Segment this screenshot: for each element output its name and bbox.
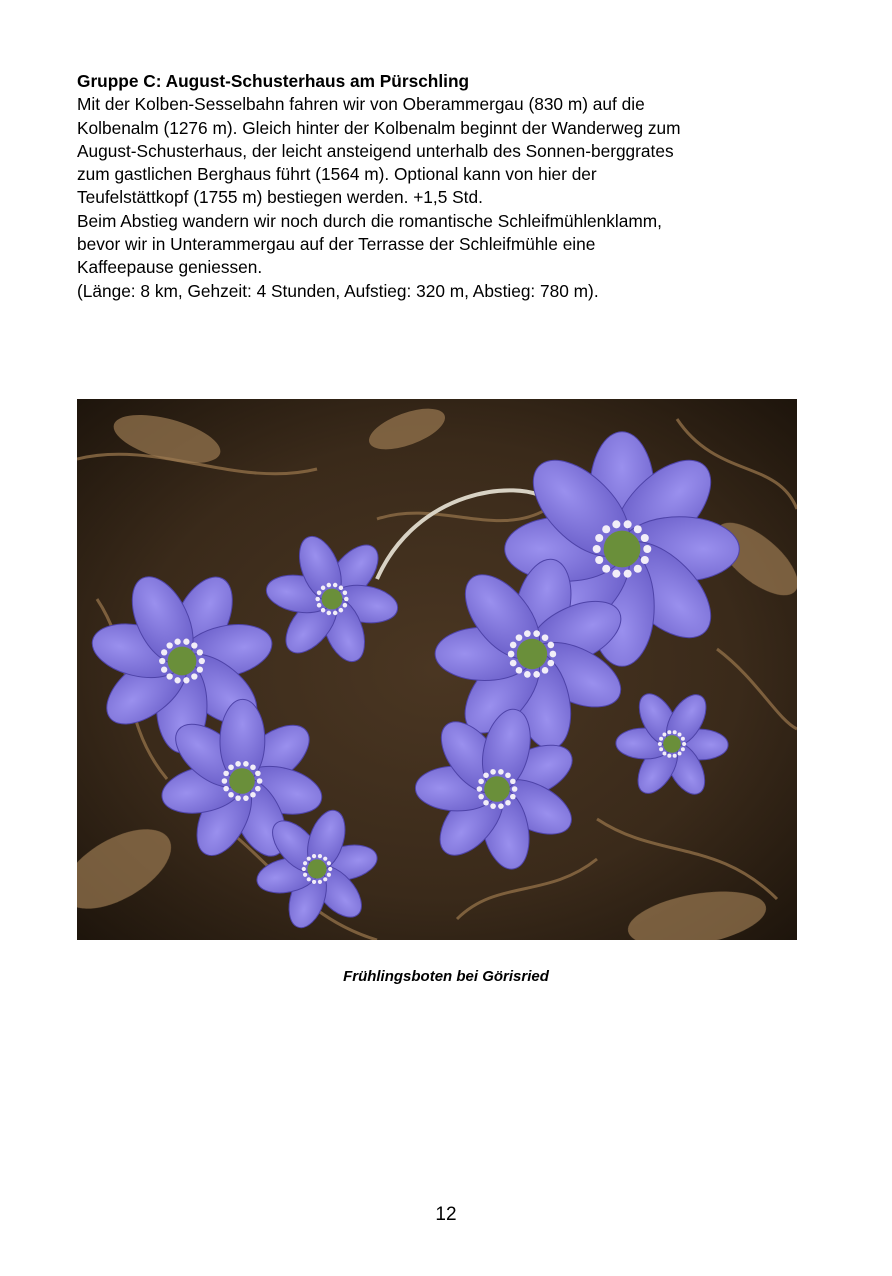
stamen: [612, 520, 620, 528]
flower-illustration: [77, 399, 797, 940]
stamen: [498, 803, 504, 809]
stamen: [516, 634, 523, 641]
stamen: [183, 639, 189, 645]
stamen: [199, 658, 205, 664]
stamen: [602, 565, 610, 573]
paragraph-line: Mit der Kolben-Sesselbahn fahren wir von Oberammergau (830 m) auf die: [77, 94, 645, 115]
stamen: [548, 660, 555, 667]
stamen: [593, 545, 601, 553]
stamen: [250, 792, 256, 798]
stamen: [595, 556, 603, 564]
stamen: [344, 597, 349, 602]
paragraph-line: August-Schusterhaus, der leicht ansteigend unterhalb des Sonnen-berggrates: [77, 140, 674, 161]
stamen: [659, 747, 663, 751]
stamen: [159, 658, 165, 664]
stamen: [673, 754, 677, 758]
flower-center: [663, 735, 681, 753]
paragraph-line: (Länge: 8 km, Gehzeit: 4 Stunden, Aufstieg: 320 m, Abstieg: 780 m).: [77, 280, 599, 301]
flower-center: [604, 531, 641, 568]
stamen: [483, 800, 489, 806]
stamen: [223, 786, 229, 792]
stamen: [307, 857, 311, 861]
stamen: [682, 742, 686, 746]
stamen: [505, 772, 511, 778]
stamen: [641, 534, 649, 542]
stamen: [490, 803, 496, 809]
stamen: [197, 666, 203, 672]
stamen: [255, 771, 261, 777]
stamen: [505, 800, 511, 806]
stamen: [328, 867, 332, 871]
stamen: [312, 880, 316, 884]
stamen: [235, 761, 241, 767]
stamen: [498, 769, 504, 775]
stamen: [303, 861, 307, 865]
stamen: [167, 642, 173, 648]
stamen: [228, 792, 234, 798]
stamen: [343, 603, 348, 608]
stamen: [490, 769, 496, 775]
stamen: [542, 634, 549, 641]
stamen: [223, 771, 229, 777]
stamen: [510, 660, 517, 667]
stamen: [512, 786, 518, 792]
paragraph-line: Beim Abstieg wandern wir noch durch die romantische Schleifmühlenklamm,: [77, 210, 662, 231]
stamen: [317, 591, 322, 596]
stamen: [662, 733, 666, 737]
flower-photo: [77, 399, 797, 940]
stamen: [307, 877, 311, 881]
stamen: [323, 857, 327, 861]
section-title: Gruppe C: August-Schusterhaus am Pürschling: [77, 71, 470, 91]
stamen: [317, 603, 322, 608]
stamen: [550, 651, 557, 658]
stamen: [542, 667, 549, 674]
stamen: [228, 764, 234, 770]
stamen: [533, 630, 540, 637]
stamen: [312, 854, 316, 858]
stamen: [634, 525, 642, 533]
stamen: [510, 794, 516, 800]
stamen: [516, 667, 523, 674]
stamen: [678, 751, 682, 755]
stamen: [321, 586, 326, 591]
stamen: [161, 649, 167, 655]
stamen: [197, 649, 203, 655]
flower-center: [307, 859, 326, 878]
stamen: [681, 737, 685, 741]
flower-center: [484, 776, 510, 802]
stamen: [315, 597, 320, 602]
stamen: [339, 586, 344, 591]
stamen: [222, 778, 228, 784]
stamen: [327, 873, 331, 877]
stamen: [643, 545, 651, 553]
stamen: [318, 880, 322, 884]
stamen: [478, 794, 484, 800]
stamen: [161, 666, 167, 672]
flower-center: [322, 589, 343, 610]
stamen: [641, 556, 649, 564]
figure-caption: Frühlingsboten bei Görisried: [343, 968, 549, 985]
stamen: [243, 761, 249, 767]
stamen: [235, 795, 241, 801]
paragraph-line: Kaffeepause geniessen.: [77, 257, 263, 278]
stamen: [533, 671, 540, 678]
stamen: [243, 795, 249, 801]
stamen: [321, 608, 326, 613]
flower-center: [229, 768, 255, 794]
stamen: [183, 677, 189, 683]
stamen: [548, 642, 555, 649]
stamen: [524, 630, 531, 637]
stamen: [191, 642, 197, 648]
stamen: [678, 733, 682, 737]
stamen: [327, 611, 332, 616]
stamen: [659, 737, 663, 741]
stamen: [510, 642, 517, 649]
stamen: [510, 779, 516, 785]
stamen: [327, 583, 332, 588]
stamen: [477, 786, 483, 792]
stamen: [634, 565, 642, 573]
stamen: [478, 779, 484, 785]
stamen: [167, 673, 173, 679]
stamen: [174, 639, 180, 645]
stamen: [483, 772, 489, 778]
paragraph-line: bevor wir in Unterammergau auf der Terrasse der Schleifmühle eine: [77, 234, 596, 255]
flower-center: [517, 639, 547, 669]
stamen: [343, 591, 348, 596]
stamen: [612, 570, 620, 578]
paragraph-line: Kolbenalm (1276 m). Gleich hinter der Kolbenalm beginnt der Wanderweg zum: [77, 117, 681, 138]
stamen: [667, 754, 671, 758]
stamen: [303, 873, 307, 877]
stamen: [508, 651, 515, 658]
stamen: [257, 778, 263, 784]
stamen: [524, 671, 531, 678]
stamen: [174, 677, 180, 683]
stamen: [327, 861, 331, 865]
text-block: [77, 70, 837, 303]
stamen: [602, 525, 610, 533]
stamen: [667, 730, 671, 734]
stamen: [681, 747, 685, 751]
stamen: [339, 608, 344, 613]
stamen: [255, 786, 261, 792]
stamen: [595, 534, 603, 542]
stamen: [624, 520, 632, 528]
stamen: [662, 751, 666, 755]
stamen: [318, 854, 322, 858]
stamen: [333, 611, 338, 616]
stamen: [658, 742, 662, 746]
stamen: [624, 570, 632, 578]
paragraph-line: Teufelstättkopf (1755 m) bestiegen werden. +1,5 Std.: [77, 187, 483, 208]
stamen: [323, 877, 327, 881]
stamen: [333, 583, 338, 588]
paragraph-line: zum gastlichen Berghaus führt (1564 m). Optional kann von hier der: [77, 164, 597, 185]
flower-center: [168, 647, 197, 676]
stamen: [302, 867, 306, 871]
stamen: [191, 673, 197, 679]
stamen: [250, 764, 256, 770]
page-number: 12: [435, 1204, 457, 1225]
stamen: [673, 730, 677, 734]
